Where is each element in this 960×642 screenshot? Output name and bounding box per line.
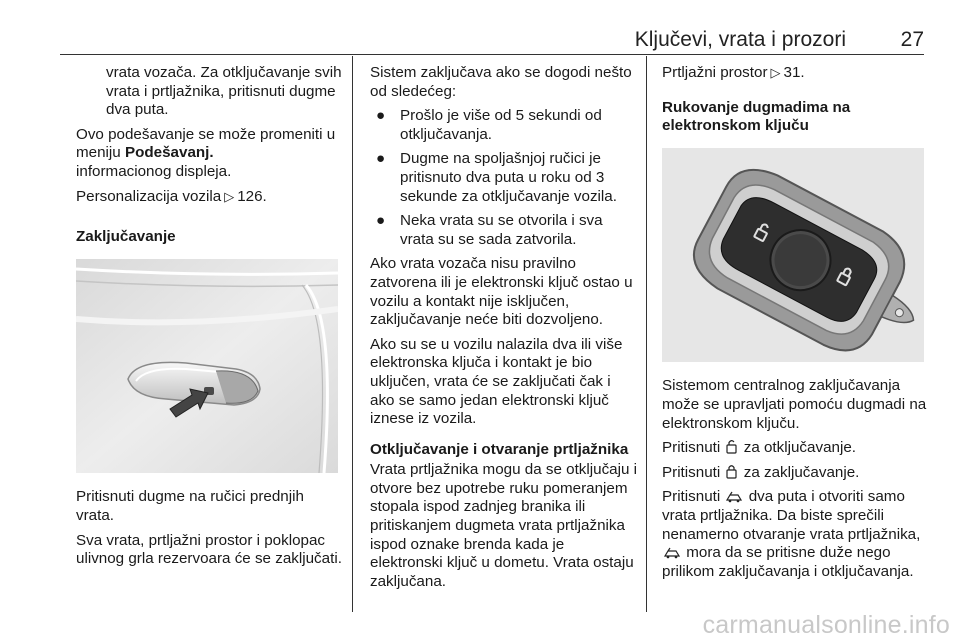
bullet-icon: ● — [376, 212, 386, 230]
door-handle-figure — [76, 259, 344, 479]
column-divider-2 — [646, 56, 647, 612]
paragraph-auto-lock-intro: Sistem zaključava ako se dogodi nešto od sledećeg: — [370, 64, 632, 100]
page-header — [60, 26, 924, 56]
heading-key-buttons: Rukovanje dugmadima na elektronskom ključu — [662, 98, 851, 135]
heading-locking: Zaključavanje — [76, 228, 176, 246]
paragraph-central-locking: Sistemom centralnog zaključavanja može se upravljati pomoću dugmadi na elektronskom ključu. — [662, 377, 927, 432]
caption-all-locked: Sva vrata, prtljažni prostor i poklopac ulivnog grla rezervoara će se zaključati. — [76, 531, 342, 568]
door-handle-illustration — [76, 259, 338, 473]
column-3 — [662, 64, 932, 587]
lock-icon — [726, 464, 737, 479]
reference-arrow-icon: ▷ — [770, 65, 781, 80]
bullet-item: ● Dugme na spoljašnjoj ručici je pritisnuto dva puta u roku od 3 sekunde za otključavanje vozila. — [376, 150, 617, 205]
key-fob-illustration — [662, 148, 924, 362]
column-1 — [76, 64, 344, 575]
paragraph-continued: vrata vozača. Za otključavanje svih vrata i prtljažnika, pritisnuti dugme dva puta. — [106, 64, 342, 119]
reference-arrow-icon: ▷ — [224, 188, 235, 204]
page-number: 27 — [900, 28, 924, 51]
paragraph-unlock: Pritisnuti za otključavanje. — [662, 439, 857, 457]
paragraph-not-locked: Ako vrata vozača nisu pravilno zatvorena ili je elektronski ključ ostao u vozilu a kontakt nije isključen, zaključavanje neće biti dozvoljeno. — [370, 255, 633, 329]
watermark: carmanualsonline.info — [702, 611, 950, 639]
header-rule — [60, 54, 924, 55]
bullet-icon: ● — [376, 107, 386, 125]
key-fob-figure — [662, 148, 932, 368]
paragraph-settings: Ovo podešavanje se može promeniti u meniju Podešavanj. informacionog displeja. — [76, 125, 336, 180]
trunk-icon — [664, 547, 680, 559]
header-title: Ključevi, vrata i prozori — [634, 28, 846, 51]
paragraph-trunk: Vrata prtljažnika mogu da se otključaju i otvore bez upotrebe ruku pomeranjem stopala ispod zadnjeg branika ili pritiskanjem dugmeta vrata prtljažnika ispod oznake brenda kada je elektronski ključ u dometu. Vrata ostaju zaključana. — [370, 461, 638, 590]
trunk-icon — [726, 491, 742, 503]
paragraph-personalization: Personalizacija vozila ▷ 126. — [76, 187, 267, 205]
paragraph-lock: Pritisnuti za zaključavanje. — [662, 463, 860, 481]
heading-trunk-unlock: Otključavanje i otvaranje prtljažnika — [370, 440, 629, 458]
paragraph-trunk-ref: Prtljažni prostor ▷ 31. — [662, 64, 805, 81]
column-divider-1 — [352, 56, 353, 612]
bullet-item: ● Neka vrata su se otvorila i sva vrata su se sada zatvorila. — [376, 212, 603, 248]
settings-menu-link: Podešavanj. — [124, 144, 214, 162]
bullet-item: ● Prošlo je više od 5 sekundi od otključavanja. — [376, 107, 602, 143]
unlock-icon — [726, 439, 737, 454]
bullet-icon: ● — [376, 150, 386, 168]
paragraph-trunk-button: Pritisnuti dva puta i otvoriti samo vrata prtljažnika. Da biste sprečili nenamerno otvaranje vrata prtljažnika, mora da se pritisne duže nego prilikom zaključavanja i otključavanja. — [662, 488, 921, 580]
paragraph-two-keys: Ako su se u vozilu nalazila dva ili više elektronska ključa i kontakt je bio uključen, vrata će se zaključati čak i ako se samo jedan elektronski ključ iznese iz vozila. — [370, 335, 623, 428]
caption-press-button: Pritisnuti dugme na ručici prednjih vrata. — [76, 488, 304, 524]
column-2 — [370, 64, 638, 597]
